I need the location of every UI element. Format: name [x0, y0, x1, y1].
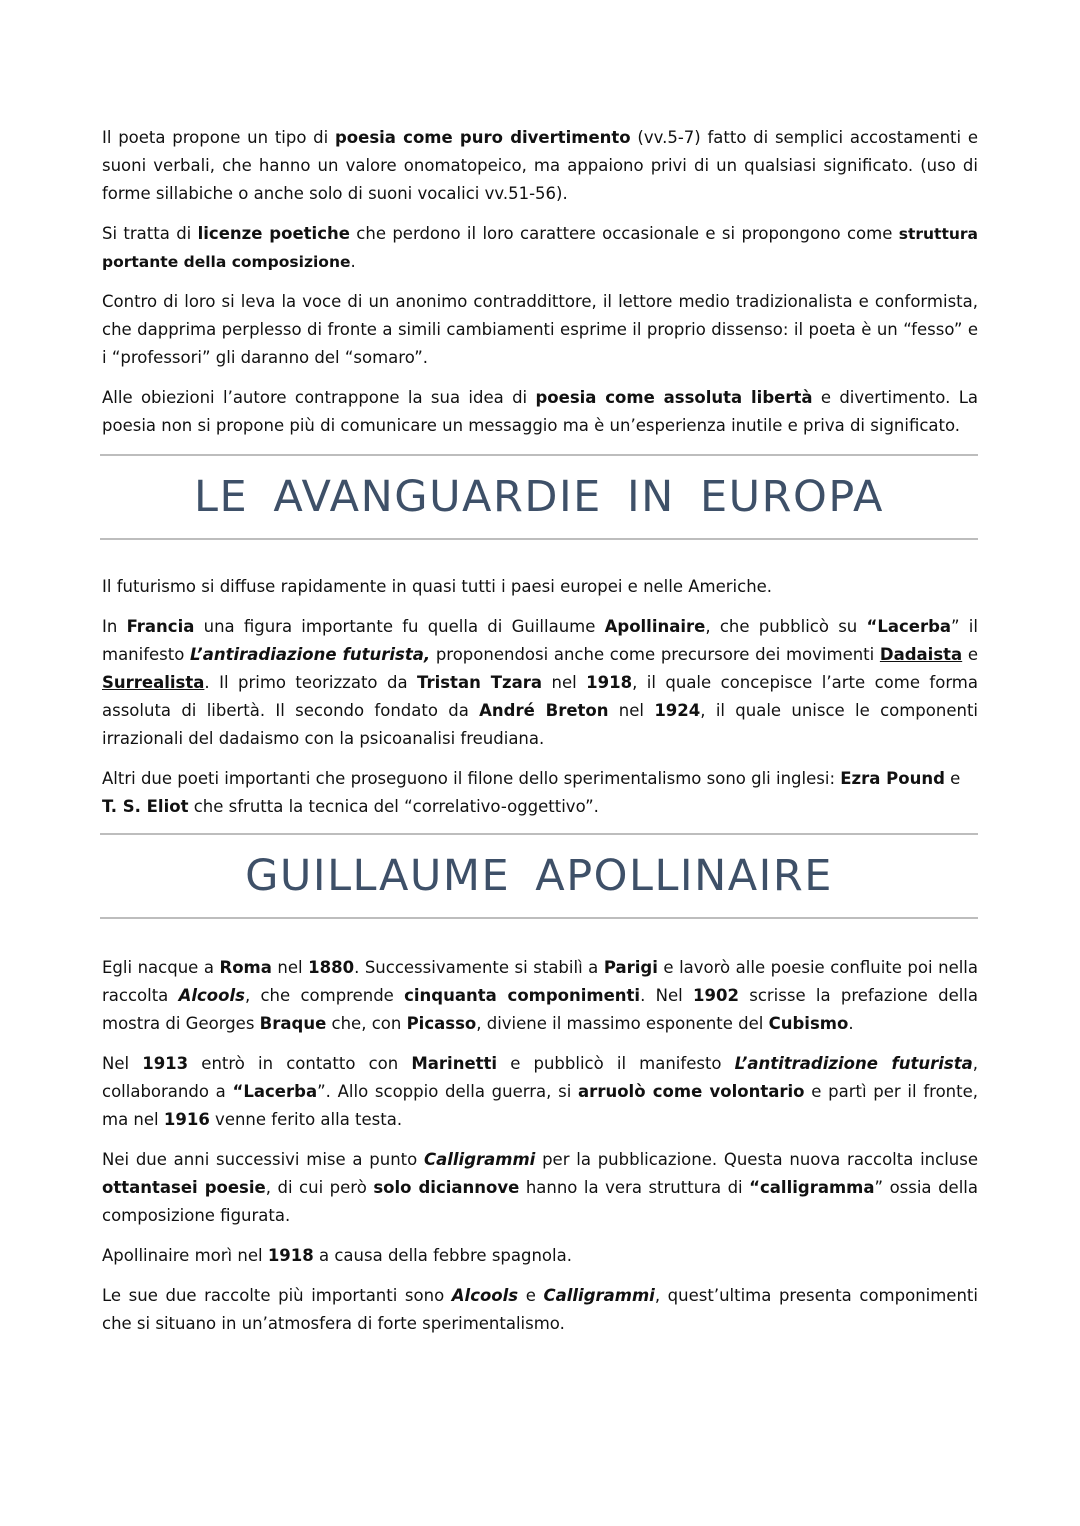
paragraph-calligrammi: Nei due anni successivi mise a punto Calligrammi per la pubblicazione. Questa nuova raccolta incluse ottantasei poesie, di cui però solo diciannove hanno la vera struttura di “calligramma” ossia della composizione figurata. — [102, 1150, 978, 1225]
paragraph-obiezioni: Alle obiezioni l’autore contrappone la sua idea di poesia come assoluta libertà e divertimento. La poesia non si propone più di comunicare un messaggio ma è un’esperienza inutile e priva di significato. — [102, 388, 978, 435]
paragraph-francia: In Francia una figura importante fu quella di Guillaume Apollinaire, che pubblicò su “Lacerba” il manifesto L’antiradiazione futurista, proponendosi anche come precursore dei movimenti Dadaista e Surrealista. Il primo teorizzato da Tristan Tzara nel 1918, il quale concepisce l’arte come forma assoluta di libertà. Il secondo fondato da André Breton nel 1924, il quale unisce le componenti irrazionali del dadaismo con la psicoanalisi freudiana. — [102, 617, 978, 748]
section-heading-apollinaire: GUILLAUME APOLLINAIRE — [245, 851, 833, 901]
document-page — [102, 124, 978, 1350]
section-heading-avanguardie: LE AVANGUARDIE IN EUROPA — [194, 472, 884, 522]
heading-europa-block — [100, 454, 978, 540]
paragraph-inglesi: Altri due poeti importanti che proseguono il filone dello sperimentalismo sono gli inglesi: Ezra Pound e T. S. Eliot che sfrutta la tecnica del “correlativo-oggettivo”. — [102, 769, 961, 816]
paragraph-contraddittore: Contro di loro si leva la voce di un anonimo contraddittore, il lettore medio tradizionalista e conformista, che dapprima perplesso di fronte a simili cambiamenti esprime il proprio dissenso: il poeta è un “fesso” e i “professori” gli daranno del “somaro”. — [102, 292, 978, 367]
heading-apollinaire-block — [100, 833, 978, 919]
paragraph-raccolte: Le sue due raccolte più importanti sono Alcools e Calligrammi, quest’ultima presenta componimenti che si situano in un’atmosfera di forte sperimentalismo. — [102, 1286, 978, 1333]
paragraph-nascita: Egli nacque a Roma nel 1880. Successivamente si stabilì a Parigi e lavorò alle poesie confluite poi nella raccolta Alcools, che comprende cinquanta componimenti. Nel 1902 scrisse la prefazione della mostra di Georges Braque che, con Picasso, diviene il massimo esponente del Cubismo. — [102, 958, 978, 1033]
paragraph-marinetti: Nel 1913 entrò in contatto con Marinetti e pubblicò il manifesto L’antitradizione futurista, collaborando a “Lacerba”. Allo scoppio della guerra, si arruolò come volontario e partì per il fronte, ma nel 1916 venne ferito alla testa. — [102, 1054, 979, 1129]
paragraph-licenze-poetiche: Si tratta di licenze poetiche che perdono il loro carattere occasionale e si propongono come struttura portante della composizione. — [102, 224, 979, 271]
paragraph-poesia-divertimento: Il poeta propone un tipo di poesia come puro divertimento (vv.5-7) fatto di semplici accostamenti e suoni verbali, che hanno un valore onomatopeico, ma appaiono privi di un qualsiasi significato. (uso di forme sillabiche o anche solo di suoni vocalici vv.51-56). — [102, 128, 978, 203]
paragraph-futurismo-diffusione: Il futurismo si diffuse rapidamente in quasi tutti i paesi europei e nelle Americhe. — [102, 577, 773, 596]
paragraph-morte: Apollinaire morì nel 1918 a causa della febbre spagnola. — [102, 1246, 572, 1265]
